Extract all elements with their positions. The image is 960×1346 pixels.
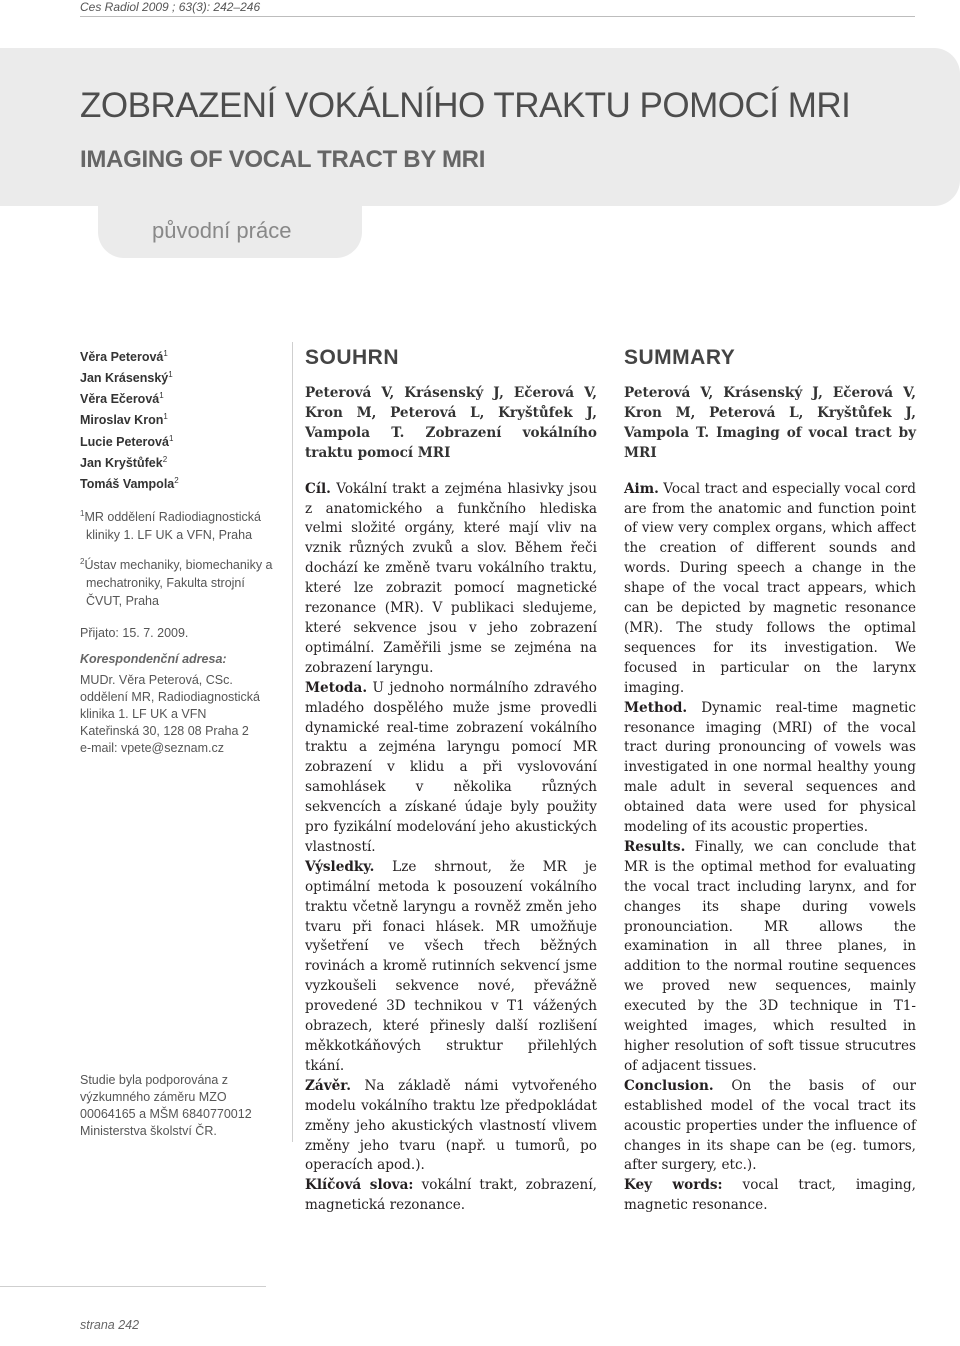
author-info-column	[80, 345, 280, 757]
souhrn-abstract	[305, 480, 597, 1217]
correspondence-email[interactable]: e-mail: vpete@seznam.cz	[80, 741, 224, 756]
souhrn-column	[305, 345, 597, 1216]
summary-conclusion: Conclusion. On the basis of our established model of the vocal tract its acoustic properties under the influence of changes in its shape can be (eg. tumors, after surgery, etc.).	[624, 1077, 916, 1174]
souhrn-aim: Cíl. Vokální trakt a zejména hlasivky jsou z anatomického a funkčního hlediska velmi složité orgány, které mají vliv na vznik různých zvuků a slov. Během řeči dochází ke změně tvaru vokálního traktu, které lze zobrazit pomocí magnetické rezonance (MR). V publikaci sledujeme, které sekvence jsou v jeho zobrazení optimální. Zaměřili jsme se zejména na zobrazení laryngu.	[305, 480, 597, 676]
author: Lucie Peterová$^1$	[80, 433, 174, 449]
page-number: strana 242	[80, 1318, 140, 1332]
author: Věra Ečerová$^1$	[80, 391, 164, 407]
article-title-czech: ZOBRAZENÍ VOKÁLNÍHO TRAKTU POMOCÍ MRI	[80, 86, 851, 125]
affiliation: $^1$MR oddělení Radiodiagnostická kliniky 1. LF UK a VFN, Praha	[80, 509, 261, 543]
correspondence-dept: oddělení MR, Radiodiagnostická klinika 1. LF UK a VFN	[80, 690, 260, 722]
affiliation: $^2$Ústav mechaniky, biomechaniky a mechatroniky, Fakulta strojní ČVUT, Praha	[80, 557, 273, 609]
souhrn-reference: Peterová V, Krásenský J, Ečerová V, Kron M, Peterová L, Kryštůfek J, Vampola T. Zobrazení vokálního traktu pomocí MRI	[305, 385, 597, 461]
souhrn-heading: SOUHRN	[305, 346, 400, 369]
received-date: Přijato: 15. 7. 2009.	[80, 626, 189, 641]
article-type-tab	[98, 206, 362, 258]
article-type-label: původní práce	[152, 218, 292, 243]
summary-reference: Peterová V, Krásenský J, Ečerová V, Kron M, Peterová L, Kryštůfek J, Vampola T. Imaging of vocal tract by MRI	[624, 385, 916, 461]
correspondence-address	[80, 672, 280, 757]
journal-reference: Ces Radiol 2009 ; 63(3): 242–246	[80, 0, 261, 14]
souhrn-method: Metoda. U jednoho normálního zdravého mladého dospělého muže jsme provedli dynamické real-time zobrazení vokálního traktu a zejména laryngu pomocí MR zobrazení v klidu a při vyslovování samohlásek v několika různých sekvencích a získané údaje byly použity pro fyzikální modelování jeho akustických vlastností.	[305, 679, 597, 855]
article-title-english: IMAGING OF VOCAL TRACT BY MRI	[80, 146, 486, 173]
summary-keywords: Key words: vocal tract, imaging, magnetic resonance.	[624, 1177, 916, 1214]
title-banner	[0, 48, 960, 206]
summary-column	[624, 345, 916, 1216]
author: Tomáš Vampola$^2$	[80, 475, 179, 492]
author: Jan Krásenský$^1$	[80, 370, 173, 386]
correspondence-street: Kateřinská 30, 128 08 Praha 2	[80, 724, 249, 739]
author-list	[80, 345, 280, 493]
summary-aim: Aim. Vocal tract and especially vocal cord are from the anatomic and function point of view very complex organs, which affect the creation of different sounds and words. During speech a change in the shape of the vocal tract appears, which can be depicted by magnetic resonance (MR). The study follows the optimal sequences for its investigation. We focused in particular on the larynx imaging.	[624, 480, 916, 696]
author: Jan Kryštůfek$^2$	[80, 454, 168, 470]
column-divider	[292, 342, 293, 1142]
funding-note: Studie byla podporována z výzkumného záměru MZO 00064165 a MŠM 6840770012 Ministerstva školství ČR.	[80, 1073, 252, 1138]
summary-heading: SUMMARY	[624, 346, 736, 369]
summary-method: Method. Dynamic real-time magnetic resonance imaging (MRI) of the vocal tract during pronouncing of vowels was investigated in one normal healthy young male adult in several sequences and obtained data were used for physical modeling of its acoustic properties.	[624, 699, 916, 836]
summary-results: Results. Finally, we can conclude that MR is the optimal method for evaluating the vocal tract including larynx, and for changes its shape during vowels pronounciation. MR allows the examination in all three planes, in addition to the normal routine sequences we proved new sequences, mainly executed by the 3D technique in T1-weighted images, which resulted in higher resolution of soft tissue strucutres of adjacent tissues.	[624, 838, 916, 1074]
correspondence-name: MUDr. Věra Peterová, CSc.	[80, 673, 233, 688]
summary-abstract	[624, 480, 916, 1217]
author: Miroslav Kron$^1$	[80, 412, 168, 428]
footer-rule	[0, 1286, 266, 1287]
souhrn-results: Výsledky. Lze shrnout, že MR je optimální metoda k posouzení vokálního traktu včetně laryngu a rovněž změn jeho tvaru při fonaci hlásek. MR umožňuje vyšetření ve všech třech běžných rovinách a kromě rutinních sekvencí jsme vyzkoušeli sekvence nové, převážně provedené 3D technikou v T1 vážených obrazech, které přinesly další rozlišení měkkotkáňových struktur přilehlých tkání.	[305, 858, 597, 1074]
souhrn-conclusion: Závěr. Na základě námi vytvořeného modelu vokálního traktu lze předpokládat změny jeho akustických vlastností vlivem změny jeho tvaru (např. u tumorů, po operacích apod.).	[305, 1077, 597, 1174]
affiliations	[80, 505, 280, 610]
souhrn-keywords: Klíčová slova: vokální trakt, zobrazení, magnetická rezonance.	[305, 1177, 597, 1214]
header-rule	[80, 16, 915, 17]
correspondence-heading: Korespondenční adresa:	[80, 652, 227, 667]
author: Věra Peterová$^1$	[80, 349, 168, 365]
